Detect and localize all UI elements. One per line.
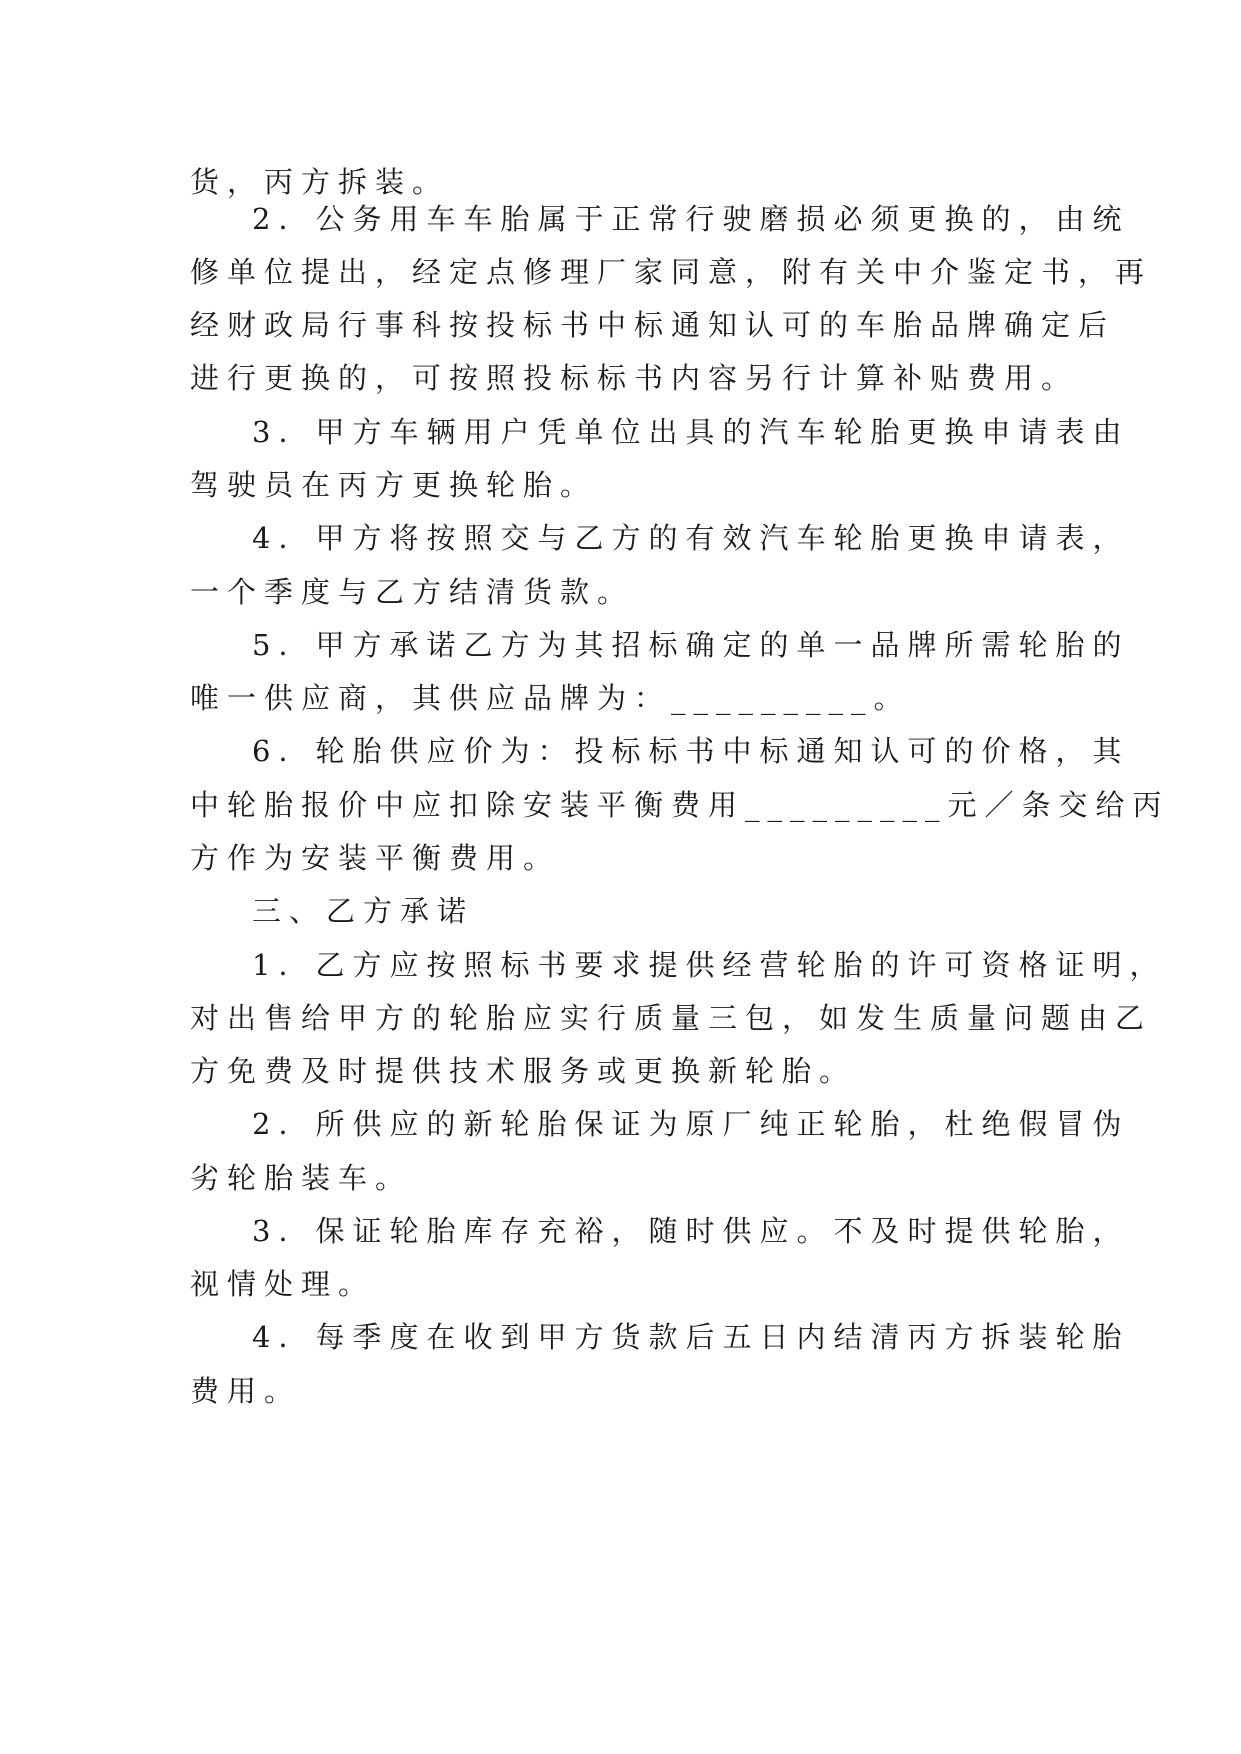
- text-line: 经财政局行事科按投标书中标通知认可的车胎品牌确定后: [190, 308, 1116, 342]
- text-line: 4．每季度在收到甲方货款后五日内结清丙方拆装轮胎: [252, 1320, 1130, 1354]
- text-line: 1．乙方应按照标书要求提供经营轮胎的许可资格证明，: [252, 948, 1167, 982]
- text-line: 3．甲方车辆用户凭单位出具的汽车轮胎更换申请表由: [252, 415, 1130, 449]
- text-line: 唯一供应商，其供应品牌为：_________。: [190, 681, 911, 715]
- text-line: 视情处理。: [190, 1267, 376, 1301]
- text-line: 4．甲方将按照交与乙方的有效汽车轮胎更换申请表，: [252, 521, 1130, 555]
- text-line: 一个季度与乙方结清货款。: [190, 575, 635, 609]
- text-line: 2．所供应的新轮胎保证为原厂纯正轮胎，杜绝假冒伪: [252, 1107, 1130, 1141]
- text-line: 对出售给甲方的轮胎应实行质量三包，如发生质量问题由乙: [190, 1001, 1153, 1035]
- text-line: 2．公务用车车胎属于正常行驶磨损必须更换的，由统: [252, 202, 1130, 236]
- text-line: 劣轮胎装车。: [190, 1161, 413, 1195]
- text-line: 方作为安装平衡费用。: [190, 841, 561, 875]
- text-line: 3．保证轮胎库存充裕，随时供应。不及时提供轮胎，: [252, 1214, 1130, 1248]
- text-line: 方免费及时提供技术服务或更换新轮胎。: [190, 1054, 857, 1088]
- text-line: 修单位提出，经定点修理厂家同意，附有关中介鉴定书，再: [190, 255, 1153, 289]
- text-line: 6．轮胎供应价为：投标标书中标通知认可的价格，其: [252, 734, 1130, 768]
- section-heading: 三、乙方承诺: [252, 894, 475, 928]
- text-line: 5．甲方承诺乙方为其招标确定的单一品牌所需轮胎的: [252, 628, 1130, 662]
- text-line: 驾驶员在丙方更换轮胎。: [190, 468, 598, 502]
- text-line: 费用。: [190, 1374, 302, 1408]
- text-line: 货，丙方拆装。: [190, 165, 450, 199]
- text-line: 进行更换的，可按照投标标书内容另行计算补贴费用。: [190, 361, 1079, 395]
- text-line: 中轮胎报价中应扣除安装平衡费用_________元／条交给丙: [190, 788, 1170, 822]
